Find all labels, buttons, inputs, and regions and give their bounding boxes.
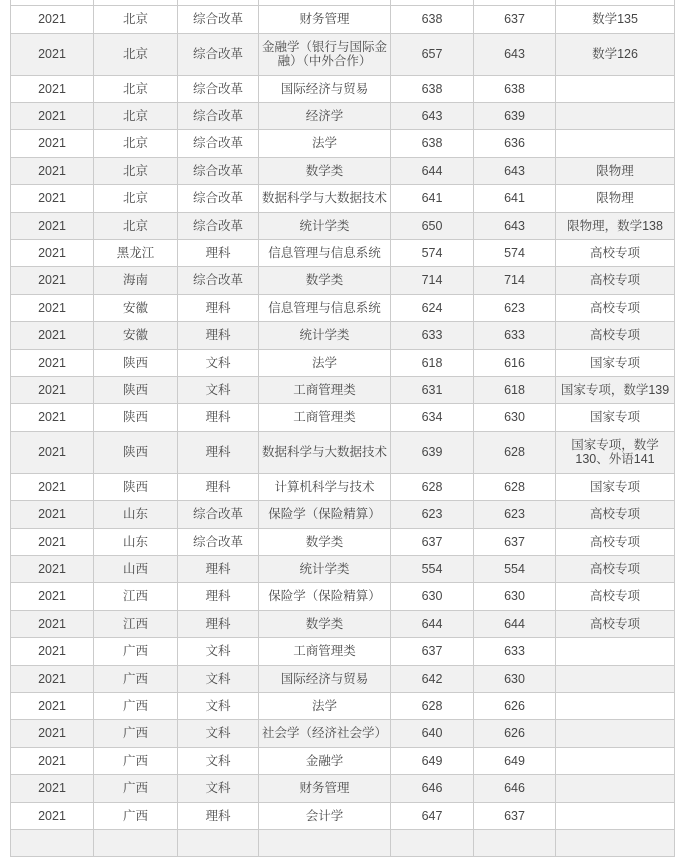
cell-note: 数学135: [556, 6, 675, 33]
cell-province: 广西: [94, 747, 178, 774]
cell-major: 统计学类: [259, 212, 391, 239]
cell-year: 2021: [11, 130, 94, 157]
cell-major: 数学类: [259, 528, 391, 555]
cell-score-low: 644: [474, 610, 556, 637]
table-row: [11, 322, 675, 349]
cell-score-low: 637: [474, 6, 556, 33]
cell-score-low: 574: [474, 240, 556, 267]
cell-score-low: 554: [474, 555, 556, 582]
cell-province: 北京: [94, 212, 178, 239]
cell-score-high: 633: [391, 322, 474, 349]
cell-year: 2021: [11, 665, 94, 692]
cell-major: 财务管理: [259, 6, 391, 33]
table-row: [11, 431, 675, 473]
cell-major: 社会学（经济社会学）: [259, 720, 391, 747]
cell-year: 2021: [11, 692, 94, 719]
cell-major: 经济学: [259, 103, 391, 130]
cell-score-low: 639: [474, 103, 556, 130]
cell-year: 2021: [11, 720, 94, 747]
cell-score-low: 637: [474, 528, 556, 555]
cell-major: 统计学类: [259, 555, 391, 582]
cell-track: 理科: [178, 294, 259, 321]
table-row: [11, 75, 675, 102]
cell-year: 2021: [11, 610, 94, 637]
cell-score-high: 714: [391, 267, 474, 294]
cell-province: 陕西: [94, 473, 178, 500]
cell-note: [556, 775, 675, 802]
cell-major: 会计学: [259, 802, 391, 829]
cell-track: 理科: [178, 555, 259, 582]
cell-year: 2021: [11, 583, 94, 610]
cell-score-low: 626: [474, 720, 556, 747]
table-row: [11, 157, 675, 184]
cell-score-high: 644: [391, 157, 474, 184]
cell-score-low: 649: [474, 747, 556, 774]
cell-empty: [178, 829, 259, 856]
table-row: [11, 692, 675, 719]
cell-score-low: 618: [474, 377, 556, 404]
cell-note: [556, 638, 675, 665]
cell-note: 高校专项: [556, 610, 675, 637]
cell-province: 山东: [94, 528, 178, 555]
table-row: [11, 610, 675, 637]
cell-province: 江西: [94, 610, 178, 637]
cell-score-high: 628: [391, 473, 474, 500]
cell-province: 北京: [94, 33, 178, 75]
cell-track: 文科: [178, 747, 259, 774]
cell-score-high: 554: [391, 555, 474, 582]
cell-major: 数学类: [259, 267, 391, 294]
table-row: [11, 638, 675, 665]
cell-province: 江西: [94, 583, 178, 610]
cell-province: 海南: [94, 267, 178, 294]
cell-score-high: 647: [391, 802, 474, 829]
cell-track: 综合改革: [178, 501, 259, 528]
cell-score-low: 628: [474, 431, 556, 473]
cell-major: 金融学（银行与国际金融）（中外合作）: [259, 33, 391, 75]
cell-province: 陕西: [94, 377, 178, 404]
cell-track: 综合改革: [178, 33, 259, 75]
cell-score-low: 638: [474, 75, 556, 102]
cell-track: 文科: [178, 775, 259, 802]
cell-province: 陕西: [94, 349, 178, 376]
cell-province: 安徽: [94, 322, 178, 349]
cell-score-high: 574: [391, 240, 474, 267]
cell-year: 2021: [11, 377, 94, 404]
cell-year: 2021: [11, 473, 94, 500]
cell-year: 2021: [11, 294, 94, 321]
cell-year: 2021: [11, 528, 94, 555]
cell-major: 计算机科学与技术: [259, 473, 391, 500]
cell-score-high: 618: [391, 349, 474, 376]
cell-note: 高校专项: [556, 267, 675, 294]
cell-track: 理科: [178, 473, 259, 500]
table-row: [11, 130, 675, 157]
cell-year: 2021: [11, 212, 94, 239]
cell-track: 文科: [178, 665, 259, 692]
cell-track: 文科: [178, 692, 259, 719]
cell-score-high: 649: [391, 747, 474, 774]
cell-province: 广西: [94, 720, 178, 747]
cell-year: 2021: [11, 103, 94, 130]
table-row: [11, 555, 675, 582]
cell-score-high: 623: [391, 501, 474, 528]
cell-empty: [556, 829, 675, 856]
cell-note: 限物理: [556, 157, 675, 184]
cell-major: 工商管理类: [259, 404, 391, 431]
cell-major: 数据科学与大数据技术: [259, 185, 391, 212]
cell-note: 高校专项: [556, 583, 675, 610]
cell-score-low: 623: [474, 294, 556, 321]
cell-year: 2021: [11, 431, 94, 473]
cell-major: 统计学类: [259, 322, 391, 349]
cell-note: [556, 720, 675, 747]
cell-province: 广西: [94, 665, 178, 692]
cell-track: 文科: [178, 638, 259, 665]
cell-track: 文科: [178, 349, 259, 376]
cell-note: [556, 747, 675, 774]
cell-empty: [11, 829, 94, 856]
partial-row-bottom: [11, 829, 675, 856]
cell-note: 高校专项: [556, 501, 675, 528]
cell-score-low: 630: [474, 583, 556, 610]
table-row: [11, 349, 675, 376]
cell-year: 2021: [11, 75, 94, 102]
cell-year: 2021: [11, 501, 94, 528]
cell-year: 2021: [11, 775, 94, 802]
cell-note: 国家专项: [556, 473, 675, 500]
cell-track: 理科: [178, 583, 259, 610]
cell-note: [556, 130, 675, 157]
cell-year: 2021: [11, 157, 94, 184]
cell-province: 广西: [94, 802, 178, 829]
cell-year: 2021: [11, 6, 94, 33]
cell-score-high: 646: [391, 775, 474, 802]
cell-empty: [391, 829, 474, 856]
cell-major: 金融学: [259, 747, 391, 774]
cell-score-low: 643: [474, 157, 556, 184]
cell-track: 综合改革: [178, 185, 259, 212]
cell-score-low: 630: [474, 665, 556, 692]
table-row: [11, 240, 675, 267]
cell-province: 北京: [94, 157, 178, 184]
cell-major: 财务管理: [259, 775, 391, 802]
cell-note: 高校专项: [556, 555, 675, 582]
cell-year: 2021: [11, 555, 94, 582]
cell-score-low: 616: [474, 349, 556, 376]
cell-major: 工商管理类: [259, 638, 391, 665]
cell-score-high: 624: [391, 294, 474, 321]
cell-track: 综合改革: [178, 75, 259, 102]
table-row: [11, 747, 675, 774]
cell-major: 数据科学与大数据技术: [259, 431, 391, 473]
cell-major: 信息管理与信息系统: [259, 240, 391, 267]
cell-note: 国家专项，数学130、外语141: [556, 431, 675, 473]
cell-track: 综合改革: [178, 528, 259, 555]
cell-score-low: 714: [474, 267, 556, 294]
cell-score-high: 637: [391, 638, 474, 665]
cell-note: 国家专项，数学139: [556, 377, 675, 404]
cell-track: 文科: [178, 377, 259, 404]
cell-score-high: 634: [391, 404, 474, 431]
score-table-container: [10, 0, 675, 857]
cell-province: 黑龙江: [94, 240, 178, 267]
cell-score-low: 623: [474, 501, 556, 528]
cell-province: 北京: [94, 130, 178, 157]
cell-province: 北京: [94, 103, 178, 130]
cell-province: 陕西: [94, 404, 178, 431]
cell-score-high: 641: [391, 185, 474, 212]
cell-year: 2021: [11, 802, 94, 829]
cell-score-high: 638: [391, 75, 474, 102]
table-row: [11, 377, 675, 404]
cell-score-high: 640: [391, 720, 474, 747]
table-row: [11, 267, 675, 294]
table-row: [11, 775, 675, 802]
cell-score-high: 643: [391, 103, 474, 130]
cell-major: 信息管理与信息系统: [259, 294, 391, 321]
cell-note: 国家专项: [556, 349, 675, 376]
cell-score-high: 650: [391, 212, 474, 239]
table-row: [11, 473, 675, 500]
cell-track: 综合改革: [178, 267, 259, 294]
cell-track: 理科: [178, 404, 259, 431]
cell-score-high: 630: [391, 583, 474, 610]
cell-province: 北京: [94, 185, 178, 212]
cell-note: [556, 665, 675, 692]
table-row: [11, 720, 675, 747]
cell-major: 国际经济与贸易: [259, 75, 391, 102]
table-row: [11, 294, 675, 321]
cell-track: 理科: [178, 431, 259, 473]
cell-score-low: 626: [474, 692, 556, 719]
cell-score-low: 636: [474, 130, 556, 157]
cell-score-high: 642: [391, 665, 474, 692]
cell-major: 工商管理类: [259, 377, 391, 404]
cell-track: 综合改革: [178, 6, 259, 33]
cell-major: 法学: [259, 692, 391, 719]
table-row: [11, 501, 675, 528]
cell-province: 陕西: [94, 431, 178, 473]
cell-score-high: 639: [391, 431, 474, 473]
cell-note: 数学126: [556, 33, 675, 75]
cell-province: 山西: [94, 555, 178, 582]
cell-empty: [94, 829, 178, 856]
cell-track: 综合改革: [178, 212, 259, 239]
cell-empty: [474, 829, 556, 856]
cell-year: 2021: [11, 747, 94, 774]
cell-year: 2021: [11, 638, 94, 665]
cell-empty: [259, 829, 391, 856]
table-row: [11, 665, 675, 692]
cell-score-high: 638: [391, 130, 474, 157]
cell-major: 国际经济与贸易: [259, 665, 391, 692]
cell-score-low: 641: [474, 185, 556, 212]
table-row: [11, 33, 675, 75]
cell-province: 广西: [94, 775, 178, 802]
cell-score-high: 638: [391, 6, 474, 33]
cell-track: 理科: [178, 610, 259, 637]
table-row: [11, 528, 675, 555]
table-row: [11, 404, 675, 431]
cell-province: 安徽: [94, 294, 178, 321]
cell-major: 保险学（保险精算）: [259, 583, 391, 610]
cell-major: 法学: [259, 349, 391, 376]
table-row: [11, 185, 675, 212]
cell-score-high: 631: [391, 377, 474, 404]
cell-year: 2021: [11, 404, 94, 431]
cell-track: 理科: [178, 240, 259, 267]
cell-province: 广西: [94, 692, 178, 719]
cell-note: [556, 103, 675, 130]
cell-note: 国家专项: [556, 404, 675, 431]
cell-note: 高校专项: [556, 294, 675, 321]
cell-year: 2021: [11, 349, 94, 376]
cell-score-high: 644: [391, 610, 474, 637]
cell-major: 法学: [259, 130, 391, 157]
table-row: [11, 6, 675, 33]
table-row: [11, 212, 675, 239]
cell-score-high: 657: [391, 33, 474, 75]
cell-year: 2021: [11, 322, 94, 349]
cell-track: 理科: [178, 802, 259, 829]
cell-province: 北京: [94, 75, 178, 102]
cell-score-low: 643: [474, 212, 556, 239]
table-row: [11, 583, 675, 610]
cell-note: 限物理: [556, 185, 675, 212]
cell-year: 2021: [11, 33, 94, 75]
cell-track: 综合改革: [178, 130, 259, 157]
cell-note: [556, 802, 675, 829]
cell-score-low: 630: [474, 404, 556, 431]
cell-note: [556, 692, 675, 719]
cell-province: 广西: [94, 638, 178, 665]
cell-score-low: 633: [474, 322, 556, 349]
table-row: [11, 802, 675, 829]
cell-score-high: 628: [391, 692, 474, 719]
cell-score-low: 633: [474, 638, 556, 665]
cell-year: 2021: [11, 267, 94, 294]
cell-track: 综合改革: [178, 157, 259, 184]
table-row: [11, 103, 675, 130]
score-table-body: [11, 6, 675, 830]
cell-province: 山东: [94, 501, 178, 528]
cell-score-low: 637: [474, 802, 556, 829]
cell-major: 数学类: [259, 610, 391, 637]
cell-track: 综合改革: [178, 103, 259, 130]
cell-year: 2021: [11, 185, 94, 212]
cell-track: 理科: [178, 322, 259, 349]
cell-note: 高校专项: [556, 528, 675, 555]
cell-note: [556, 75, 675, 102]
cell-note: 高校专项: [556, 322, 675, 349]
cell-score-high: 637: [391, 528, 474, 555]
admission-score-table: [10, 0, 675, 857]
cell-note: 高校专项: [556, 240, 675, 267]
cell-province: 北京: [94, 6, 178, 33]
cell-score-low: 628: [474, 473, 556, 500]
cell-score-low: 643: [474, 33, 556, 75]
cell-score-low: 646: [474, 775, 556, 802]
cell-track: 文科: [178, 720, 259, 747]
cell-major: 数学类: [259, 157, 391, 184]
cell-year: 2021: [11, 240, 94, 267]
cell-major: 保险学（保险精算）: [259, 501, 391, 528]
cell-note: 限物理，数学138: [556, 212, 675, 239]
